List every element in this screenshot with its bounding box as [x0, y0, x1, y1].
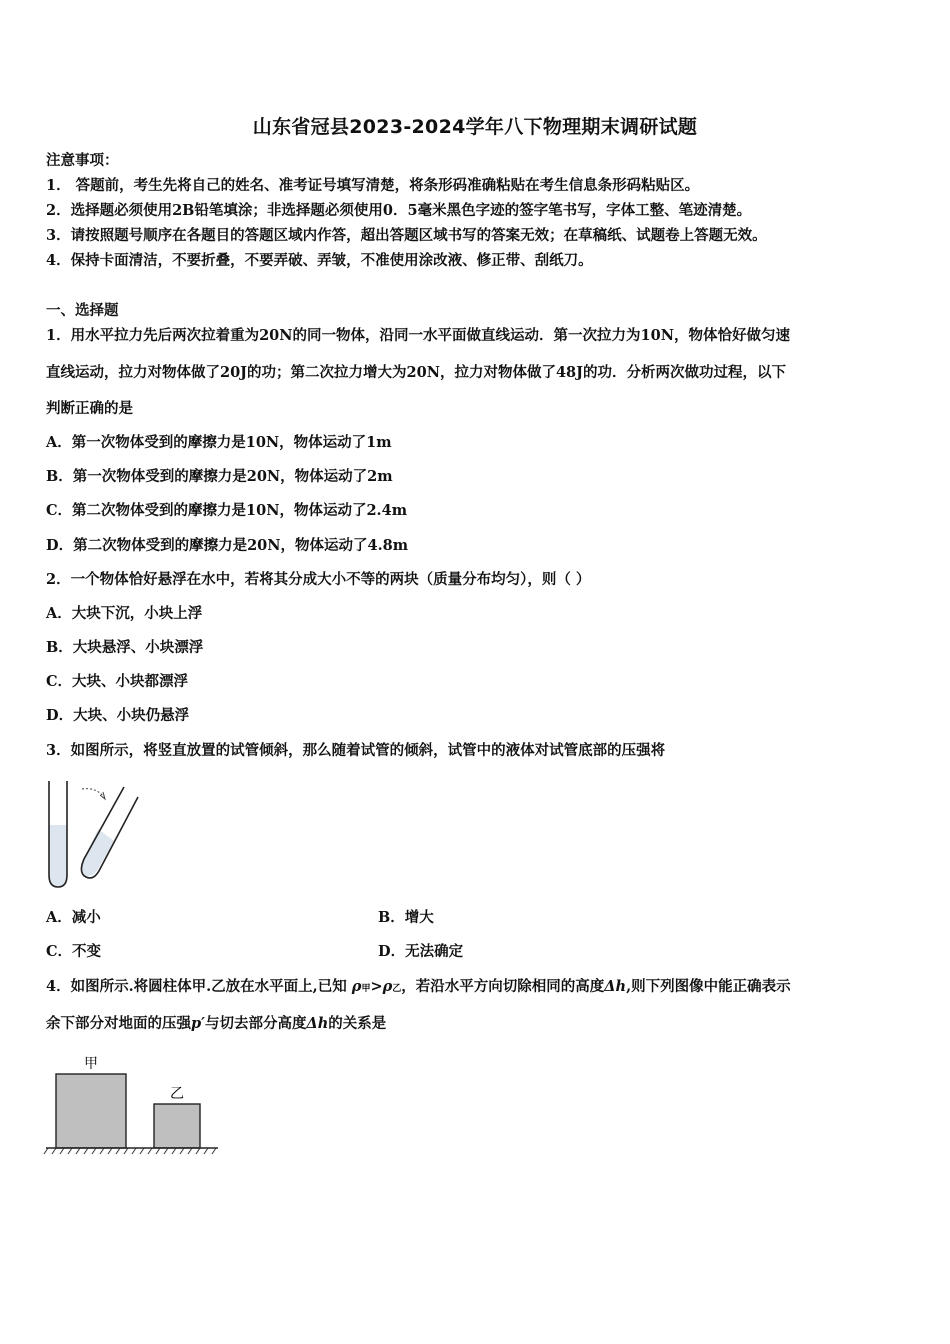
- cylinders-figure: [40, 1050, 230, 1160]
- section-heading: 一、选择题: [46, 302, 119, 319]
- q2-option-d: D．大块、小块仍悬浮: [46, 707, 190, 724]
- notice-item-2: 2．选择题必须使用2B铅笔填涂；非选择题必须使用0．5毫米黑色字迹的签字笔书写，字体工整、笔迹清楚。: [46, 202, 752, 219]
- q3-option-c: C．不变: [46, 943, 102, 960]
- p-prime-symbol: p′: [191, 1015, 205, 1032]
- q4-stem-line-1: [46, 977, 791, 999]
- q3-option-d: D．无法确定: [378, 943, 464, 960]
- q3-option-b: B．增大: [378, 909, 434, 926]
- notice-item-4: 4．保持卡面清洁，不要折叠，不要弄破、弄皱，不准使用涂改液、修正带、刮纸刀。: [46, 252, 593, 269]
- q4-line1-part-c: ,则下列图像中能正确表示: [626, 978, 791, 995]
- test-tube-figure: [40, 775, 150, 895]
- delta-h-symbol-2: Δh: [306, 1015, 329, 1032]
- cylinder-yi: [154, 1104, 200, 1148]
- q4-line1-part-a: 4．如图所示.将圆柱体甲.乙放在水平面上,已知: [46, 978, 347, 995]
- subscript-yi: 乙: [392, 984, 402, 994]
- q1-option-b: B．第一次物体受到的摩擦力是20N，物体运动了2m: [46, 468, 393, 485]
- label-yi: 乙: [170, 1086, 184, 1102]
- q2-option-b: B．大块悬浮、小块漂浮: [46, 639, 204, 656]
- delta-h-symbol-1: Δh: [604, 978, 627, 995]
- q1-option-c: C．第二次物体受到的摩擦力是10N，物体运动了2.4m: [46, 502, 408, 519]
- q3-option-a: A．减小: [46, 909, 101, 926]
- q4-line2-part-c: 的关系是: [328, 1015, 387, 1032]
- q1-stem-line-3: 判断正确的是: [46, 400, 133, 417]
- notice-item-3: 3．请按照题号顺序在各题目的答题区域内作答，超出答题区域书写的答案无效；在草稿纸、试题卷上答题无效。: [46, 227, 767, 244]
- cylinder-jia: [56, 1074, 126, 1148]
- q2-option-a: A．大块下沉，小块上浮: [46, 605, 203, 622]
- subscript-jia: 甲: [361, 984, 371, 994]
- q2-option-c: C．大块、小块都漂浮: [46, 673, 189, 690]
- q1-stem-line-2: 直线运动，拉力对物体做了20J的功；第二次拉力增大为20N，拉力对物体做了48J的功．分析两次做功过程，以下: [46, 364, 787, 381]
- q4-line1-part-b: ，若沿水平方向切除相同的高度: [401, 978, 605, 995]
- q4-line2-part-b: 与切去部分高度: [204, 1015, 307, 1032]
- label-jia: 甲: [84, 1056, 98, 1072]
- q2-stem: 2．一个物体恰好悬浮在水中，若将其分成大小不等的两块（质量分布均匀），则（ ）: [46, 571, 591, 588]
- q1-option-d: D．第二次物体受到的摩擦力是20N，物体运动了4.8m: [46, 537, 409, 554]
- greater-than: >: [370, 978, 383, 995]
- notice-item-1: 1． 答题前，考生先将自己的姓名、准考证号填写清楚，将条形码准确粘贴在考生信息条形码粘贴区。: [46, 177, 700, 194]
- rho-symbol-2: ρ: [382, 978, 393, 995]
- page-title: 山东省冠县2023-2024学年八下物理期末调研试题: [252, 116, 698, 138]
- q4-stem-line-2: [46, 1014, 386, 1034]
- q3-stem: 3．如图所示，将竖直放置的试管倾斜，那么随着试管的倾斜，试管中的液体对试管底部的压强将: [46, 742, 666, 759]
- q4-line2-part-a: 余下部分对地面的压强: [46, 1015, 191, 1032]
- q1-stem-line-1: 1．用水平拉力先后两次拉着重为20N的同一物体，沿同一水平面做直线运动．第一次拉力为10N，物体恰好做匀速: [46, 327, 790, 344]
- q1-option-a: A．第一次物体受到的摩擦力是10N，物体运动了1m: [46, 434, 392, 451]
- notice-heading: 注意事项：: [46, 152, 119, 169]
- rho-symbol-1: ρ: [351, 978, 362, 995]
